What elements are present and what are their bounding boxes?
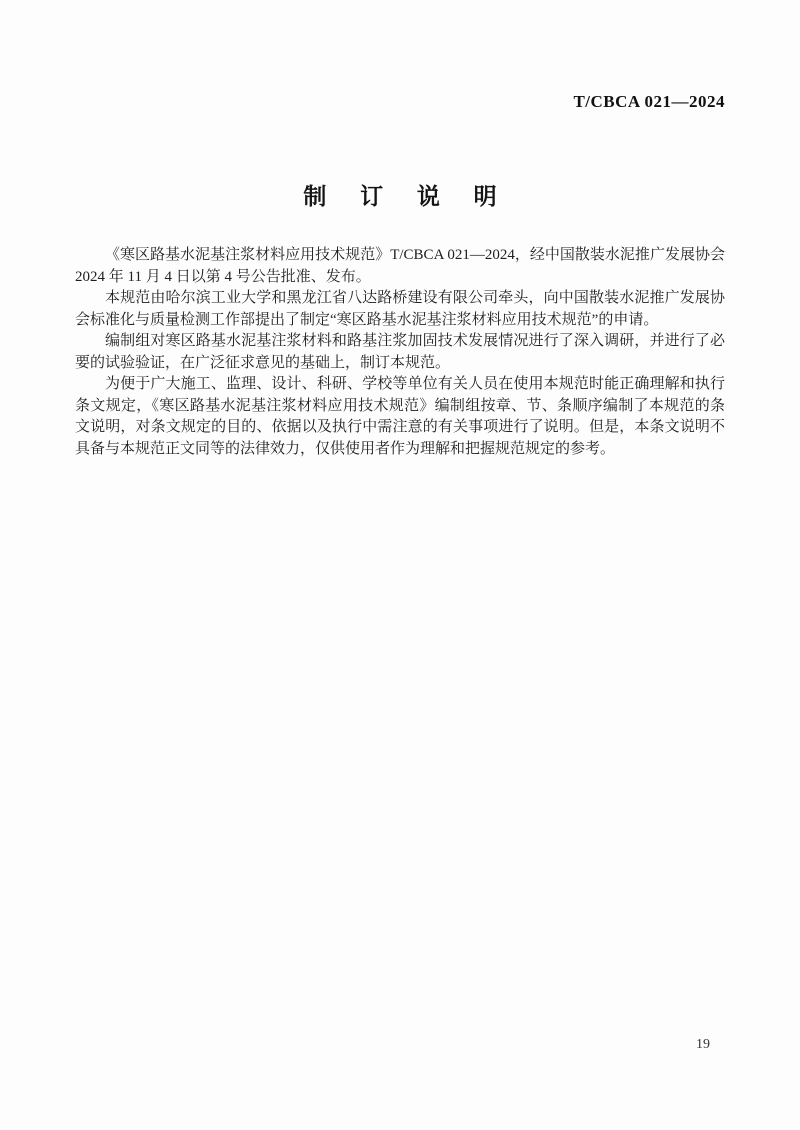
document-body: [75, 245, 725, 460]
standard-number-header: T/CBCA 021—2024: [573, 92, 725, 111]
page-number: 19: [696, 1037, 710, 1052]
paragraph-explanation: 为便于广大施工、监理、设计、科研、学校等单位有关人员在使用本规范时能正确理解和执行条文规定，《寒区路基水泥基注浆材料应用技术规范》编制组按章、节、条顺序编制了本规范的条文说明，对条文规定的目的、依据以及执行中需注意的有关事项进行了说明。但是，本条文说明不具备与本规范正文同等的法律效力，仅供使用者作为理解和把握规范规定的参考。: [75, 376, 725, 457]
paragraph-research: 编制组对寒区路基水泥基注浆材料和路基注浆加固技术发展情况进行了深入调研，并进行了必要的试验验证，在广泛征求意见的基础上，制订本规范。: [75, 333, 725, 371]
paragraph-application: 本规范由哈尔滨工业大学和黑龙江省八达路桥建设有限公司牵头，向中国散装水泥推广发展协会标准化与质量检测工作部提出了制定“寒区路基水泥基注浆材料应用技术规范”的申请。: [75, 290, 725, 328]
paragraph-approval: 《寒区路基水泥基注浆材料应用技术规范》T/CBCA 021—2024，经中国散装水泥推广发展协会 2024 年 11 月 4 日以第 4 号公告批准、发布。: [75, 247, 725, 285]
page-title: 制 订 说 明: [303, 184, 511, 209]
